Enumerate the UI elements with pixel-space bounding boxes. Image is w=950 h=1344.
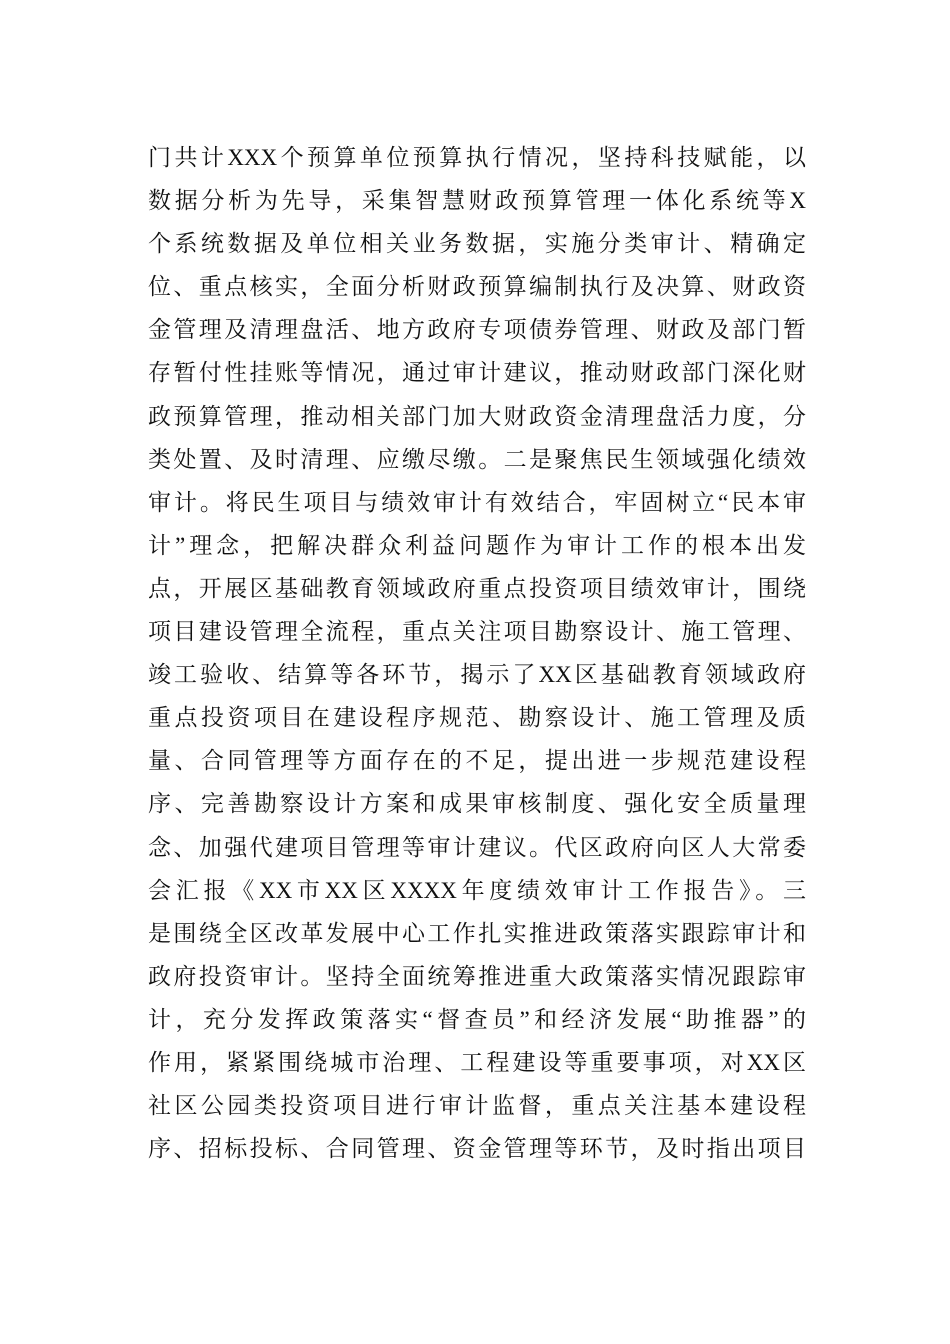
text-line: 政府投资审计。坚持全面统筹推进重大政策落实情况跟踪审 xyxy=(148,963,806,989)
text-line: 念、加强代建项目管理等审计建议。代区政府向区人大常委 xyxy=(148,834,806,860)
text-line: 计”理念，把解决群众利益问题作为审计工作的根本出发 xyxy=(148,532,806,558)
text-line: 政预算管理，推动相关部门加大财政资金清理盘活力度，分 xyxy=(148,403,806,429)
text-line: 个系统数据及单位相关业务数据，实施分类审计、精确定 xyxy=(148,231,806,257)
text-line: 作用，紧紧围绕城市治理、工程建设等重要事项，对XX区 xyxy=(148,1049,806,1075)
text-line: 位、重点核实，全面分析财政预算编制执行及决算、财政资 xyxy=(148,274,806,300)
text-line: 是围绕全区改革发展中心工作扎实推进政策落实跟踪审计和 xyxy=(148,920,806,946)
text-line: 会汇报《XX市XX区XXXX年度绩效审计工作报告》。三 xyxy=(148,877,806,903)
text-line: 存暂付性挂账等情况，通过审计建议，推动财政部门深化财 xyxy=(148,360,806,386)
text-line: 金管理及清理盘活、地方政府专项债券管理、财政及部门暂 xyxy=(148,317,806,343)
text-line: 门共计XXX个预算单位预算执行情况，坚持科技赋能，以 xyxy=(148,145,806,170)
text-line: 项目建设管理全流程，重点关注项目勘察设计、施工管理、 xyxy=(148,619,806,645)
text-line: 数据分析为先导，采集智慧财政预算管理一体化系统等X xyxy=(148,188,806,214)
text-line: 序、完善勘察设计方案和成果审核制度、强化安全质量理 xyxy=(148,791,806,817)
text-line: 类处置、及时清理、应缴尽缴。二是聚焦民生领域强化绩效 xyxy=(148,446,806,472)
text-line: 社区公园类投资项目进行审计监督，重点关注基本建设程 xyxy=(148,1093,806,1119)
text-line: 审计。将民生项目与绩效审计有效结合，牢固树立“民本审 xyxy=(148,489,806,515)
document-body xyxy=(148,136,806,1170)
text-line: 序、招标投标、合同管理、资金管理等环节，及时指出项目 xyxy=(148,1136,806,1162)
text-line: 重点投资项目在建设程序规范、勘察设计、施工管理及质 xyxy=(148,705,806,731)
text-line: 点，开展区基础教育领域政府重点投资项目绩效审计，围绕 xyxy=(148,575,806,601)
text-line: 竣工验收、结算等各环节，揭示了XX区基础教育领域政府 xyxy=(148,662,806,688)
text-line: 量、合同管理等方面存在的不足，提出进一步规范建设程 xyxy=(148,748,806,774)
text-line: 计，充分发挥政策落实“督查员”和经济发展“助推器”的 xyxy=(148,1006,806,1032)
